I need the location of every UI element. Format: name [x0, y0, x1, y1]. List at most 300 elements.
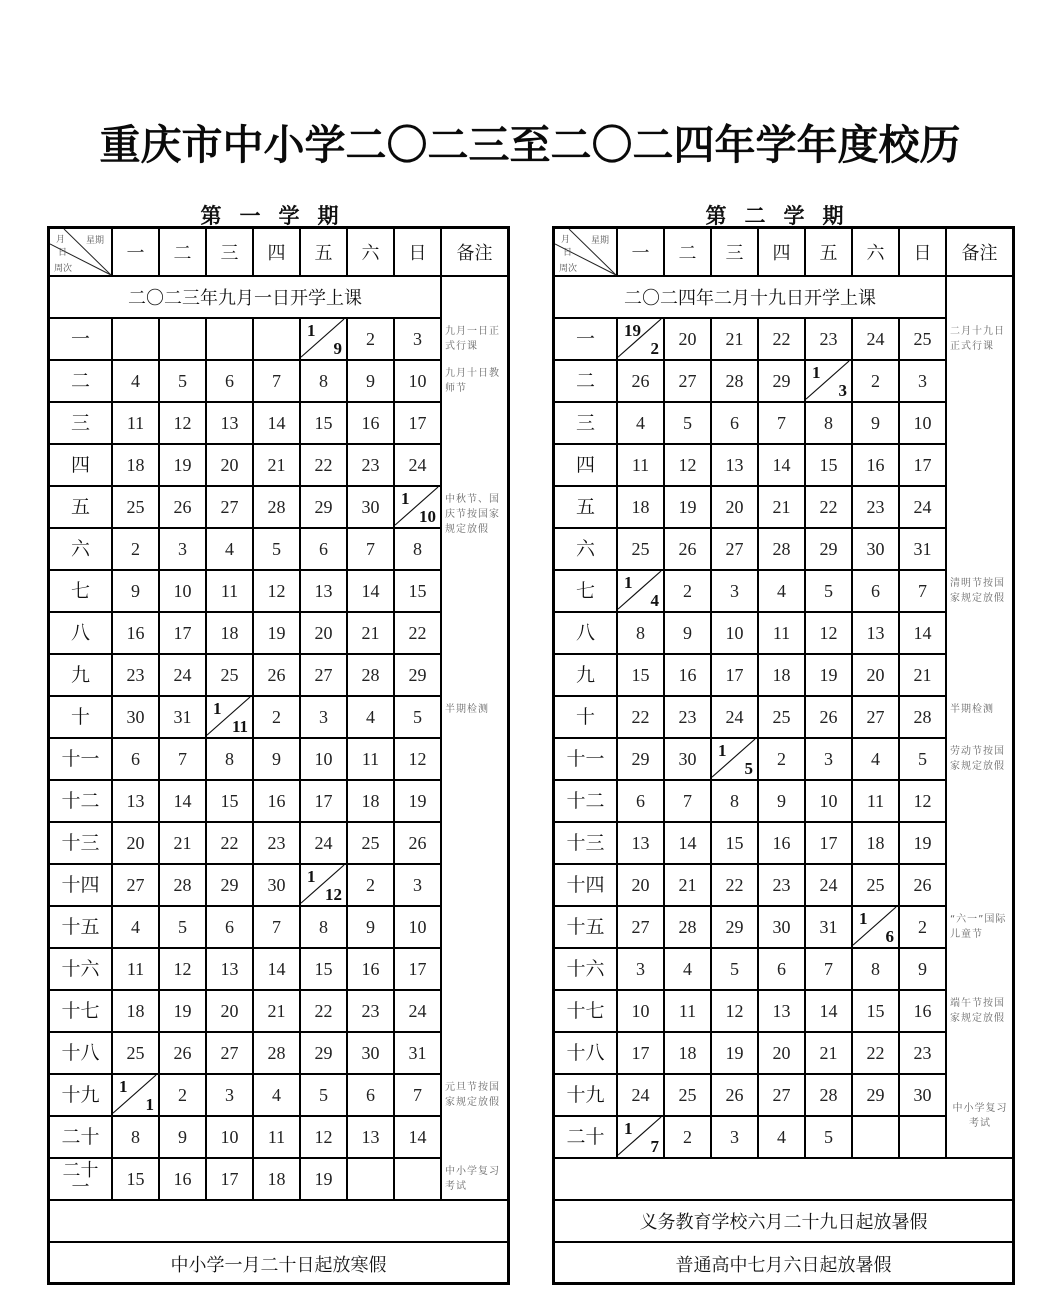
day-cell: 10 [301, 739, 348, 781]
vacation-notice: 义务教育学校六月二十九日起放暑假 [555, 1201, 1012, 1243]
corner-header-cell [50, 229, 113, 277]
day-cell: 8 [853, 949, 900, 991]
weekday-header: 一 [113, 229, 160, 277]
day-cell: 11 [348, 739, 395, 781]
day-cell: 6 [301, 529, 348, 571]
week-number: 十三 [50, 823, 113, 865]
day-cell: 2 [113, 529, 160, 571]
day-cell: 10 [395, 907, 442, 949]
day-cell: 31 [395, 1033, 442, 1075]
day-cell: 28 [900, 697, 947, 739]
day-cell: 25 [348, 823, 395, 865]
day-cell: 16 [900, 991, 947, 1033]
day-cell: 11 [207, 571, 254, 613]
day-cell: 14 [348, 571, 395, 613]
week-number: 四 [555, 445, 618, 487]
note-text: 元旦节按国家规定放假 [445, 1082, 500, 1108]
day-cell: 31 [806, 907, 853, 949]
month-number: 11 [231, 717, 248, 736]
day-cell: 20 [759, 1033, 806, 1075]
day-cell: 6 [348, 1075, 395, 1117]
day-cell: 24 [900, 487, 947, 529]
week-number: 十八 [50, 1033, 113, 1075]
day-cell: 15 [395, 571, 442, 613]
day-cell: 14 [900, 613, 947, 655]
week-number: 十九 [555, 1075, 618, 1117]
day-cell: 19 [900, 823, 947, 865]
day-cell: 5 [160, 907, 207, 949]
day-cell: 14 [160, 781, 207, 823]
day-cell: 7 [665, 781, 712, 823]
day-cell: 17 [712, 655, 759, 697]
start-banner: 二〇二四年二月十九日开学上课 [555, 277, 947, 319]
day-cell: 20 [301, 613, 348, 655]
week-number: 一 [50, 319, 113, 361]
note-text: 二月十九日正式行课 [950, 326, 1005, 352]
day-cell: 6 [113, 739, 160, 781]
day-cell: 18 [759, 655, 806, 697]
day-cell: 6 [207, 361, 254, 403]
day-cell: 23 [348, 445, 395, 487]
week-number: 二十一 [50, 1159, 113, 1201]
day-cell: 29 [853, 1075, 900, 1117]
semester-2-label: 第二学期 [705, 204, 862, 228]
weekday-header: 三 [712, 229, 759, 277]
day-cell: 26 [665, 529, 712, 571]
day-cell: 26 [900, 865, 947, 907]
week-number: 九 [555, 655, 618, 697]
notes-header: 备注 [442, 229, 507, 277]
week-number: 十 [50, 697, 113, 739]
note-text: 半期检测 [950, 704, 994, 715]
day-cell: 17 [806, 823, 853, 865]
semester-2-calendar [552, 226, 1015, 1285]
day-cell: 8 [712, 781, 759, 823]
day-cell: 9 [254, 739, 301, 781]
day-cell: 27 [853, 697, 900, 739]
day-cell: 2 [853, 361, 900, 403]
day-cell: 28 [254, 487, 301, 529]
day-cell: 18 [853, 823, 900, 865]
day-cell: 2 [254, 697, 301, 739]
day-cell: 9 [853, 403, 900, 445]
day-cell: 3 [301, 697, 348, 739]
day-cell: 14 [665, 823, 712, 865]
day-cell: 23 [348, 991, 395, 1033]
day-cell: 20 [712, 487, 759, 529]
day-cell: 25 [853, 865, 900, 907]
day-cell: 19 [254, 613, 301, 655]
day-cell: 26 [160, 487, 207, 529]
day-cell: 4 [348, 697, 395, 739]
day-cell: 9 [665, 613, 712, 655]
day-cell: 30 [853, 529, 900, 571]
corner-label-week: 周次 [559, 263, 578, 273]
month-start-day-cell [395, 487, 442, 529]
day-cell: 27 [759, 1075, 806, 1117]
day-cell: 6 [207, 907, 254, 949]
day-cell: 17 [207, 1159, 254, 1201]
day-cell: 10 [160, 571, 207, 613]
month-number: 1 [145, 1095, 154, 1114]
day-cell: 12 [160, 403, 207, 445]
day-cell: 25 [900, 319, 947, 361]
week-number: 十九 [50, 1075, 113, 1117]
day-cell: 30 [759, 907, 806, 949]
day-cell: 24 [853, 319, 900, 361]
day-cell: 21 [806, 1033, 853, 1075]
day-cell: 19 [806, 655, 853, 697]
day-cell: 25 [207, 655, 254, 697]
day-cell: 20 [207, 445, 254, 487]
day-cell: 29 [618, 739, 665, 781]
day-cell: 15 [712, 823, 759, 865]
weekday-header: 二 [160, 229, 207, 277]
day-cell: 16 [759, 823, 806, 865]
day-cell: 18 [113, 445, 160, 487]
day-cell: 18 [254, 1159, 301, 1201]
corner-label-weekday: 星期 [86, 235, 105, 245]
day-cell: 4 [665, 949, 712, 991]
day-cell: 3 [207, 1075, 254, 1117]
week-number: 十六 [555, 949, 618, 991]
vacation-notice: 中小学一月二十日起放寒假 [170, 1255, 387, 1276]
day-cell: 30 [348, 487, 395, 529]
day-cell: 9 [900, 949, 947, 991]
day-cell: 5 [806, 1117, 853, 1159]
day-cell: 20 [853, 655, 900, 697]
day-cell: 22 [712, 865, 759, 907]
day-cell: 5 [301, 1075, 348, 1117]
day-cell: 8 [618, 613, 665, 655]
note-text: 劳动节按国家规定放假 [950, 746, 1005, 772]
day-cell: 21 [254, 445, 301, 487]
day-cell: 11 [853, 781, 900, 823]
day-cell: 25 [759, 697, 806, 739]
day-cell: 10 [806, 781, 853, 823]
corner-header-cell [555, 229, 618, 277]
day-cell: 23 [759, 865, 806, 907]
day-cell: 29 [301, 487, 348, 529]
corner-label-weekday: 星期 [591, 235, 610, 245]
day-cell: 16 [113, 613, 160, 655]
day-cell: 14 [395, 1117, 442, 1159]
day-cell: 2 [665, 1117, 712, 1159]
day-cell: 26 [712, 1075, 759, 1117]
day-cell: 23 [254, 823, 301, 865]
day-cell: 22 [301, 991, 348, 1033]
day-cell: 26 [806, 697, 853, 739]
day-cell: 16 [853, 445, 900, 487]
day-cell: 13 [618, 823, 665, 865]
day-cell: 14 [806, 991, 853, 1033]
day-cell: 18 [207, 613, 254, 655]
day-cell: 18 [618, 487, 665, 529]
day-cell: 4 [759, 1117, 806, 1159]
month-number: 9 [333, 339, 342, 358]
day-cell: 10 [207, 1117, 254, 1159]
day-cell: 13 [207, 403, 254, 445]
week-number: 十七 [50, 991, 113, 1033]
day-cell: 11 [618, 445, 665, 487]
weekday-header: 日 [395, 229, 442, 277]
month-number: 4 [650, 591, 659, 610]
week-number: 十五 [50, 907, 113, 949]
week-number: 十六 [50, 949, 113, 991]
day-cell: 20 [618, 865, 665, 907]
corner-label-day: 日 [58, 247, 68, 257]
day-cell: 3 [806, 739, 853, 781]
day-cell: 7 [900, 571, 947, 613]
day-cell: 25 [113, 1033, 160, 1075]
day-cell: 21 [759, 487, 806, 529]
day-cell: 17 [618, 1033, 665, 1075]
day-cell: 22 [806, 487, 853, 529]
day-cell: 19 [712, 1033, 759, 1075]
week-number: 十四 [555, 865, 618, 907]
week-number: 三 [555, 403, 618, 445]
day-cell: 21 [900, 655, 947, 697]
day-number: 1 [307, 867, 316, 886]
day-cell: 4 [618, 403, 665, 445]
note-text: 中小学复习考试 [952, 1103, 1008, 1129]
day-number: 1 [859, 909, 868, 928]
day-cell: 7 [395, 1075, 442, 1117]
week-number: 十五 [555, 907, 618, 949]
day-cell: 8 [806, 403, 853, 445]
day-cell: 29 [806, 529, 853, 571]
day-cell: 13 [207, 949, 254, 991]
week-number: 三 [50, 403, 113, 445]
day-cell: 31 [900, 529, 947, 571]
day-cell: 23 [806, 319, 853, 361]
day-cell: 24 [301, 823, 348, 865]
day-cell: 25 [113, 487, 160, 529]
day-cell: 29 [759, 361, 806, 403]
day-cell: 20 [113, 823, 160, 865]
page-title: 重庆市中小学二〇二三至二〇二四年学年度校历 [99, 121, 961, 169]
day-number: 1 [718, 741, 727, 760]
day-cell: 2 [900, 907, 947, 949]
day-cell: 23 [853, 487, 900, 529]
month-start-day-cell [618, 1117, 665, 1159]
day-cell: 7 [759, 403, 806, 445]
day-cell: 3 [618, 949, 665, 991]
day-cell: 18 [348, 781, 395, 823]
day-cell: 20 [665, 319, 712, 361]
day-cell: 23 [113, 655, 160, 697]
week-number: 五 [555, 487, 618, 529]
day-cell: 21 [665, 865, 712, 907]
day-cell: 7 [348, 529, 395, 571]
day-cell: 12 [900, 781, 947, 823]
day-cell: 7 [254, 907, 301, 949]
month-number: 3 [838, 381, 847, 400]
day-cell: 28 [806, 1075, 853, 1117]
day-cell: 9 [113, 571, 160, 613]
day-cell: 21 [348, 613, 395, 655]
day-number: 1 [624, 1119, 633, 1138]
day-cell: 5 [900, 739, 947, 781]
day-cell: 2 [348, 865, 395, 907]
day-cell [900, 1117, 947, 1159]
day-cell: 4 [759, 571, 806, 613]
notes-column [947, 277, 1012, 1159]
day-cell: 4 [853, 739, 900, 781]
day-cell: 28 [665, 907, 712, 949]
day-cell: 22 [207, 823, 254, 865]
day-cell: 30 [348, 1033, 395, 1075]
month-number: 5 [744, 759, 753, 778]
blank-row [555, 1159, 1012, 1201]
day-cell: 4 [113, 907, 160, 949]
day-cell: 10 [712, 613, 759, 655]
day-cell: 21 [254, 991, 301, 1033]
day-cell: 12 [160, 949, 207, 991]
day-cell: 20 [207, 991, 254, 1033]
day-cell: 4 [113, 361, 160, 403]
week-number: 二十 [50, 1117, 113, 1159]
day-cell: 23 [900, 1033, 947, 1075]
day-cell: 14 [759, 445, 806, 487]
day-cell: 11 [254, 1117, 301, 1159]
day-cell: 30 [113, 697, 160, 739]
day-cell: 9 [759, 781, 806, 823]
weekday-header: 四 [759, 229, 806, 277]
weekday-header: 日 [900, 229, 947, 277]
day-cell: 14 [254, 403, 301, 445]
day-cell: 16 [254, 781, 301, 823]
day-cell: 26 [395, 823, 442, 865]
week-number: 二 [555, 361, 618, 403]
day-cell: 9 [160, 1117, 207, 1159]
month-start-day-cell [618, 571, 665, 613]
day-cell: 8 [113, 1117, 160, 1159]
month-start-day-cell [113, 1075, 160, 1117]
day-cell: 25 [618, 529, 665, 571]
month-number: 7 [650, 1137, 659, 1156]
day-cell: 26 [618, 361, 665, 403]
note-text: 清明节按国家规定放假 [950, 578, 1005, 604]
corner-label-day: 日 [563, 247, 573, 257]
day-cell: 17 [395, 403, 442, 445]
day-cell: 21 [160, 823, 207, 865]
day-cell: 23 [665, 697, 712, 739]
day-cell: 13 [853, 613, 900, 655]
month-start-day-cell [207, 697, 254, 739]
semester-1-calendar [47, 226, 510, 1285]
week-number: 二 [50, 361, 113, 403]
week-number: 十一 [555, 739, 618, 781]
day-number: 1 [213, 699, 222, 718]
day-cell: 5 [665, 403, 712, 445]
day-cell: 5 [395, 697, 442, 739]
day-cell: 9 [348, 907, 395, 949]
day-cell: 8 [301, 361, 348, 403]
day-cell: 11 [113, 403, 160, 445]
day-cell: 7 [806, 949, 853, 991]
day-cell: 17 [301, 781, 348, 823]
note-text: 端午节按国家规定放假 [950, 998, 1005, 1024]
day-cell: 12 [806, 613, 853, 655]
month-start-day-cell [301, 865, 348, 907]
day-cell: 10 [395, 361, 442, 403]
day-cell: 3 [712, 571, 759, 613]
day-cell: 22 [853, 1033, 900, 1075]
day-cell: 13 [113, 781, 160, 823]
day-cell: 26 [160, 1033, 207, 1075]
day-cell: 16 [348, 949, 395, 991]
month-number: 10 [419, 507, 436, 526]
day-cell: 18 [665, 1033, 712, 1075]
day-cell: 24 [395, 445, 442, 487]
week-number: 十三 [555, 823, 618, 865]
day-cell: 12 [712, 991, 759, 1033]
day-cell [207, 319, 254, 361]
week-number: 九 [50, 655, 113, 697]
day-cell: 24 [806, 865, 853, 907]
day-cell: 8 [207, 739, 254, 781]
week-number: 六 [555, 529, 618, 571]
day-cell: 3 [160, 529, 207, 571]
month-number: 12 [325, 885, 342, 904]
corner-label-week: 周次 [54, 263, 73, 273]
day-cell: 3 [395, 865, 442, 907]
day-cell: 7 [160, 739, 207, 781]
day-cell: 28 [712, 361, 759, 403]
day-cell: 28 [254, 1033, 301, 1075]
week-number: 十二 [50, 781, 113, 823]
day-cell: 22 [395, 613, 442, 655]
day-cell: 14 [254, 949, 301, 991]
day-cell [113, 319, 160, 361]
day-cell: 24 [712, 697, 759, 739]
month-start-day-cell [712, 739, 759, 781]
day-cell: 12 [395, 739, 442, 781]
day-cell: 27 [207, 1033, 254, 1075]
day-cell: 17 [395, 949, 442, 991]
day-cell: 15 [618, 655, 665, 697]
day-cell: 15 [113, 1159, 160, 1201]
day-number: 1 [307, 321, 316, 340]
month-number: 6 [885, 927, 894, 946]
weekday-header: 六 [348, 229, 395, 277]
day-cell: 3 [395, 319, 442, 361]
day-cell: 16 [348, 403, 395, 445]
semester-1-label: 第一学期 [200, 204, 357, 228]
day-cell: 6 [759, 949, 806, 991]
day-cell: 11 [665, 991, 712, 1033]
day-cell [254, 319, 301, 361]
day-cell: 21 [712, 319, 759, 361]
day-cell: 10 [618, 991, 665, 1033]
day-cell: 27 [113, 865, 160, 907]
weekday-header: 二 [665, 229, 712, 277]
day-number: 1 [401, 489, 410, 508]
note-text: “六一”国际儿童节 [950, 914, 1007, 940]
day-cell: 4 [254, 1075, 301, 1117]
day-cell: 22 [301, 445, 348, 487]
day-cell: 24 [618, 1075, 665, 1117]
day-cell: 27 [712, 529, 759, 571]
day-cell: 19 [665, 487, 712, 529]
day-cell: 16 [665, 655, 712, 697]
week-number: 八 [555, 613, 618, 655]
day-cell: 18 [113, 991, 160, 1033]
week-number: 十四 [50, 865, 113, 907]
day-cell: 2 [759, 739, 806, 781]
day-cell: 2 [348, 319, 395, 361]
